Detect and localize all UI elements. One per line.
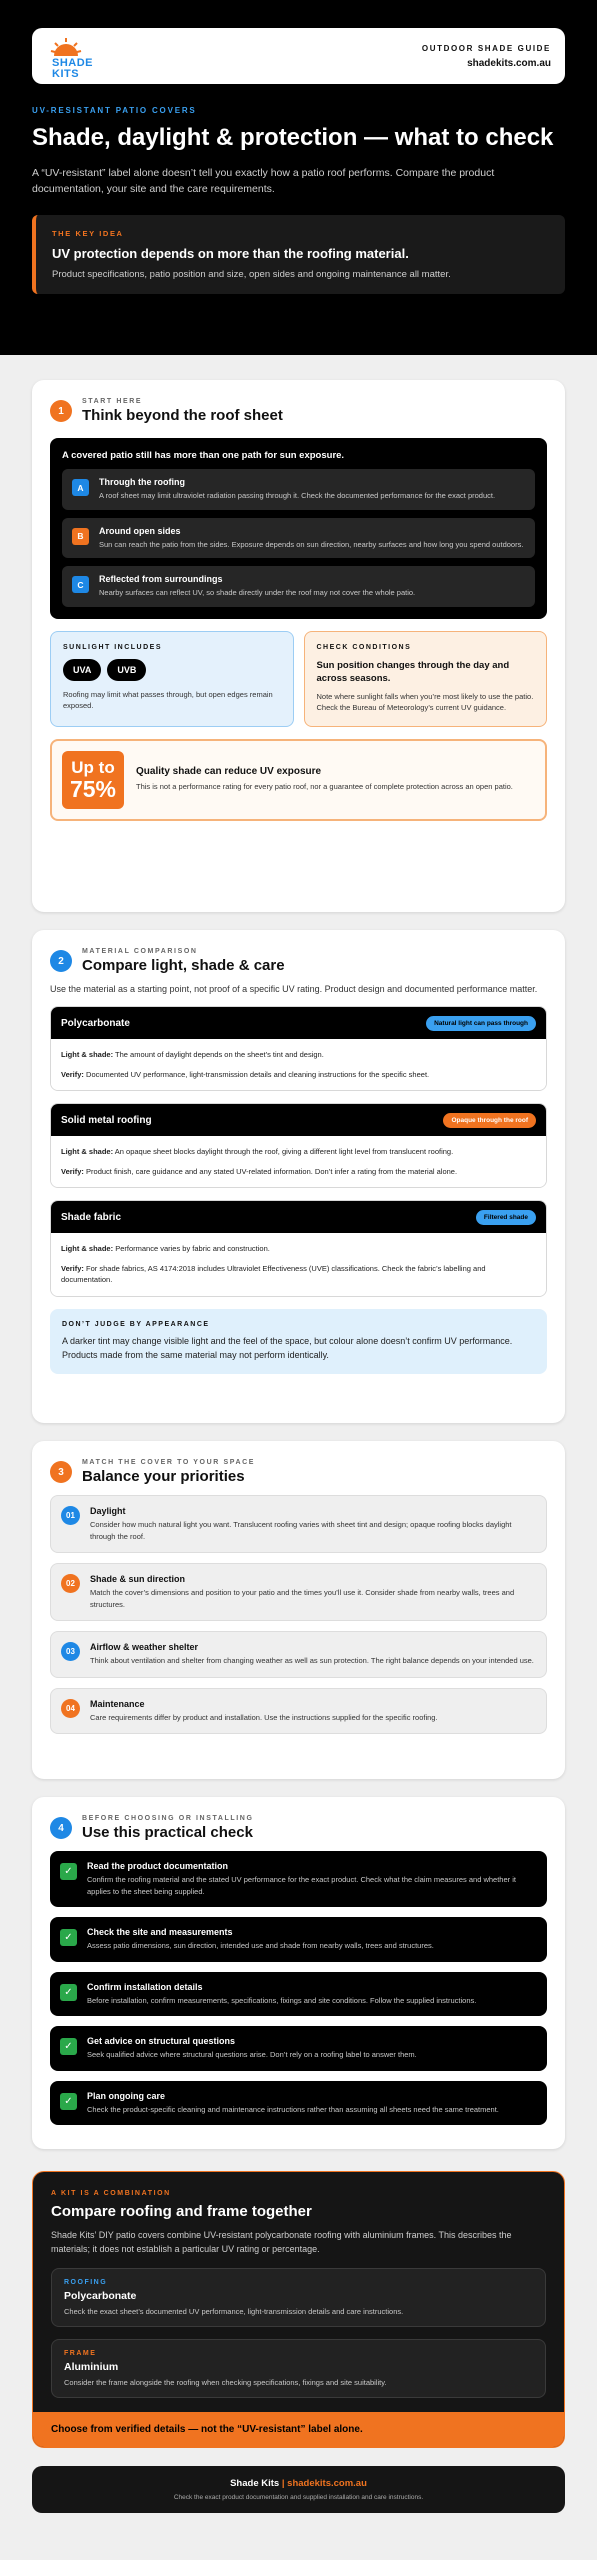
sunlight-label: SUNLIGHT INCLUDES [63, 643, 162, 651]
priority-number: 01 [61, 1506, 80, 1525]
path-item [62, 469, 535, 510]
section-title: Think beyond the roof sheet [82, 407, 283, 424]
check-title: Read the product documentation [87, 1861, 229, 1871]
priority-number: 04 [61, 1699, 80, 1718]
material-name: Solid metal roofing [61, 1114, 152, 1126]
checklist-item [50, 1972, 547, 2017]
header-bar [32, 28, 565, 84]
priority-title: Shade & sun direction [90, 1574, 186, 1584]
path-title: Around open sides [99, 525, 181, 536]
priority-number: 03 [61, 1642, 80, 1661]
hero-section [0, 0, 597, 355]
priority-title: Maintenance [90, 1698, 145, 1709]
header-eyebrow: OUTDOOR SHADE GUIDE [421, 43, 551, 53]
light-shade-text: An opaque sheet blocks daylight through the roof, giving a different light level from translucent roofing. [114, 1147, 454, 1156]
check-text: Confirm the roofing material and the stated UV performance for the exact product. Check what the claim measures and whether it applies to the sheet being supplied. [87, 1875, 516, 1896]
light-shade-label: Light & shade: [61, 1147, 114, 1156]
material-tag: Filtered shade [476, 1210, 536, 1225]
uva-pill: UVA [63, 659, 101, 681]
kit-title: Compare roofing and frame together [51, 2203, 312, 2220]
check-title: Confirm installation details [87, 1981, 203, 1992]
priority-item [50, 1495, 547, 1553]
check-icon: ✓ [60, 1863, 77, 1880]
appearance-text: A darker tint may change visible light and the feel of the space, but colour alone doesn’t confirm UV performance. Products made from the same material may not perform identically. [62, 1335, 513, 1360]
stat-value: 75% [69, 775, 117, 802]
check-title: Plan ongoing care [87, 2090, 166, 2101]
priority-item [50, 1688, 547, 1735]
check-icon: ✓ [60, 2093, 77, 2110]
path-item [62, 518, 535, 559]
material-card-metal [50, 1103, 547, 1188]
material-card-fabric [50, 1200, 547, 1297]
check-title: Get advice on structural questions [87, 2036, 236, 2046]
section-title: Use this practical check [82, 1824, 253, 1841]
priority-item [50, 1563, 547, 1621]
uv-reduction-card [50, 739, 547, 821]
checklist-item [50, 1917, 547, 1962]
path-text: Sun can reach the patio from the sides. Exposure depends on sun direction, nearby surfaces and how long you spend outdoors. [99, 539, 524, 549]
check-icon: ✓ [60, 2038, 77, 2055]
verify-text: Product finish, care guidance and any stated UV-related information. Don’t infer a rating from the material alone. [86, 1166, 458, 1176]
section-eyebrow: MATCH THE COVER TO YOUR SPACE [82, 1459, 256, 1466]
check-text: Assess patio dimensions, sun direction, intended use and shade from nearby walls, trees and structures. [87, 1941, 434, 1950]
logo-wordmark: SHADE KITS [52, 57, 94, 80]
light-shade-text: The amount of daylight depends on the sheet’s tint and design. [115, 1050, 324, 1059]
page-footer [32, 2466, 565, 2513]
footer-text: Check the exact product documentation and supplied installation and care instructions. [173, 2494, 424, 2501]
section-think-beyond [32, 380, 565, 912]
uv-reduction-stat [62, 751, 124, 809]
priority-title: Airflow & weather shelter [90, 1642, 199, 1652]
kit-combination-card [32, 2171, 565, 2448]
frame-label: FRAME [64, 2350, 97, 2357]
material-card-polycarbonate [50, 1006, 547, 1091]
checklist-item [50, 2026, 547, 2071]
material-tag: Natural light can pass through [426, 1016, 536, 1031]
light-shade-label: Light & shade: [61, 1050, 114, 1059]
section-practical-check [32, 1797, 565, 2149]
path-badge: B [72, 528, 89, 545]
section-priorities [32, 1441, 565, 1779]
verify-label: Verify: [61, 1166, 84, 1176]
section-number: 2 [50, 950, 72, 972]
light-shade-text: Performance varies by fabric and construction. [115, 1244, 270, 1253]
key-idea-title: UV protection depends on more than the roofing material. [52, 246, 409, 261]
paths-title: A covered patio still has more than one path for sun exposure. [62, 450, 345, 461]
conditions-label: CHECK CONDITIONS [316, 643, 412, 651]
priority-text: Consider how much natural light you want. Translucent roofing varies with sheet tint and design; opaque roofing blocks daylight through the roof. [90, 1520, 512, 1541]
priority-text: Match the cover’s dimensions and position to your patio and the times you’ll use it. Consider shade from nearby walls, trees and structures. [90, 1588, 515, 1609]
priority-title: Daylight [90, 1506, 126, 1516]
kit-label: A KIT IS A COMBINATION [51, 2190, 171, 2197]
path-badge: C [72, 576, 89, 593]
footer-site-link[interactable]: shadekits.com.au [287, 2478, 367, 2489]
section-eyebrow: MATERIAL COMPARISON [82, 948, 198, 955]
path-item [62, 566, 535, 607]
section-eyebrow: BEFORE CHOOSING OR INSTALLING [82, 1815, 254, 1822]
conditions-text: Note where sunlight falls when you’re most likely to use the patio. Check the Bureau of Meteorology’s current UV guidance. [316, 691, 534, 712]
priority-text: Care requirements differ by product and installation. Use the instructions supplied for the specific roofing. [90, 1712, 438, 1722]
uv-reduction-title: Quality shade can reduce UV exposure [136, 766, 322, 778]
light-shade-label: Light & shade: [61, 1244, 114, 1253]
verify-label: Verify: [61, 1263, 84, 1273]
section-eyebrow: START HERE [82, 398, 143, 405]
page-title: Shade, daylight & protection — what to check [32, 124, 554, 151]
section-compare-materials [32, 930, 565, 1423]
roofing-text: Check the exact sheet’s documented UV performance, light-transmission details and care instructions. [64, 2307, 404, 2316]
frame-text: Consider the frame alongside the roofing when checking specifications, fixings and site suitability. [64, 2378, 387, 2387]
checklist-item [50, 2081, 547, 2126]
key-idea-text: Product specifications, patio position and size, open sides and ongoing maintenance all matter. [52, 269, 451, 280]
check-icon: ✓ [60, 1929, 77, 1946]
exposure-paths-panel [50, 438, 547, 619]
kit-text: Shade Kits’ DIY patio covers combine UV-resistant polycarbonate roofing with aluminium frames. This describes the materials; it does not establish a particular UV rating or percentage. [51, 2230, 512, 2254]
hero-kicker: UV-RESISTANT PATIO COVERS [32, 106, 197, 115]
verify-text: Documented UV performance, light-transmission details and cleaning instructions for the specific sheet. [86, 1069, 430, 1079]
roofing-label: ROOFING [64, 2279, 108, 2286]
path-title: Through the roofing [99, 477, 185, 487]
check-conditions-card [304, 631, 548, 727]
priority-item [50, 1631, 547, 1678]
material-name: Polycarbonate [61, 1017, 130, 1029]
shade-kits-logo[interactable] [50, 36, 94, 80]
sunlight-includes-card [50, 631, 294, 727]
section-intro: Use the material as a starting point, not proof of a specific UV rating. Product design and documented performance matter. [50, 984, 538, 994]
material-name: Shade fabric [61, 1211, 122, 1223]
section-number: 3 [50, 1461, 72, 1483]
priority-number: 02 [61, 1574, 80, 1593]
uv-reduction-text: This is not a performance rating for every patio roof, nor a guarantee of complete protection across an open patio. [136, 782, 513, 792]
header-site-link[interactable]: shadekits.com.au [467, 57, 551, 69]
appearance-note [50, 1309, 547, 1374]
roofing-name: Polycarbonate [64, 2290, 137, 2302]
path-badge: A [72, 479, 89, 496]
footer-separator: | [281, 2478, 285, 2489]
uvb-pill: UVB [107, 659, 146, 681]
check-text: Seek qualified advice where structural questions arise. Don’t rely on a roofing label to answer them. [87, 2050, 417, 2059]
section-number: 4 [50, 1817, 72, 1839]
verify-text: For shade fabrics, AS 4174:2018 includes Ultraviolet Effectiveness (UVE) classifications. Check the fabric’s labelling and documentation. [61, 1263, 486, 1284]
kit-footer-banner: Choose from verified details — not the “UV-resistant” label alone. [33, 2412, 564, 2447]
verify-label: Verify: [61, 1069, 84, 1079]
checklist-item [50, 1851, 547, 1907]
stat-prefix: Up to [71, 757, 115, 777]
section-number: 1 [50, 400, 72, 422]
path-text: A roof sheet may limit ultraviolet radiation passing through it. Check the documented performance for the exact product. [99, 491, 496, 500]
hero-intro: A “UV-resistant” label alone doesn’t tell you exactly how a patio roof performs. Compare the product documentation, your site and the care requirements. [32, 167, 495, 195]
section-title: Compare light, shade & care [82, 957, 285, 974]
check-text: Before installation, confirm measurements, specifications, fixings and site conditions. Follow the supplied instructions. [87, 1995, 477, 2005]
check-icon: ✓ [60, 1984, 77, 2001]
footer-brand: Shade Kits [230, 2478, 280, 2489]
check-text: Check the product-specific cleaning and maintenance instructions rather than assuming all sheets need the same treatment. [87, 2104, 499, 2114]
key-idea-label: THE KEY IDEA [52, 229, 124, 238]
priority-text: Think about ventilation and shelter from changing weather as well as sun protection. The right balance depends on your intended use. [90, 1656, 534, 1665]
roofing-card [51, 2268, 546, 2327]
section-title: Balance your priorities [82, 1468, 245, 1485]
sunlight-text: Roofing may limit what passes through, but open edges remain exposed. [63, 689, 273, 710]
frame-name: Aluminium [64, 2361, 119, 2373]
conditions-title: Sun position changes through the day and across seasons. [316, 659, 510, 684]
path-text: Nearby surfaces can reflect UV, so shade directly under the roof may not cover the whole patio. [99, 588, 416, 597]
material-tag: Opaque through the roof [443, 1113, 536, 1128]
key-idea-card [32, 215, 565, 294]
appearance-label: DON’T JUDGE BY APPEARANCE [62, 1320, 210, 1328]
path-title: Reflected from surroundings [99, 574, 223, 584]
check-title: Check the site and measurements [87, 1927, 233, 1937]
frame-card [51, 2339, 546, 2398]
